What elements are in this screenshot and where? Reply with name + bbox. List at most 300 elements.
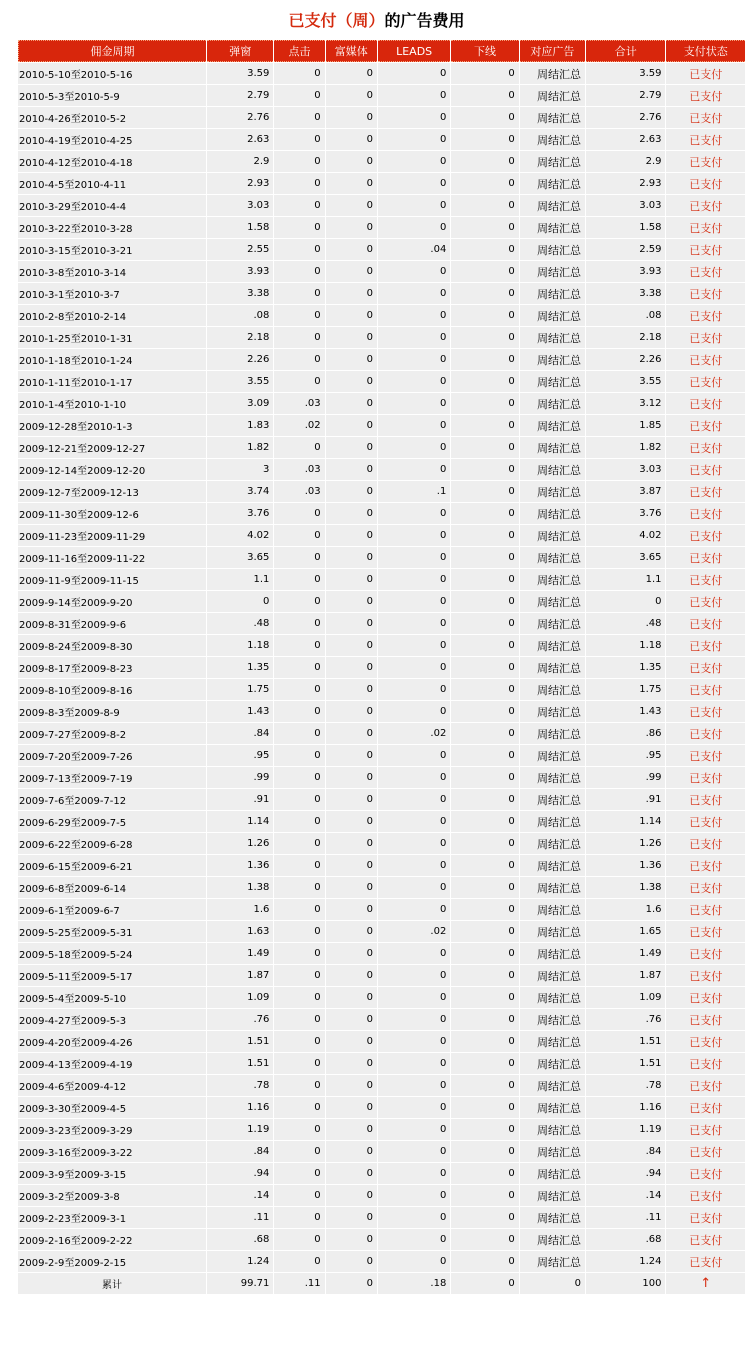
row-click: 0 [274,195,324,216]
row-click: 0 [274,811,324,832]
row-leads: 0 [378,811,450,832]
row-downline: 0 [451,921,518,942]
row-richmedia: 0 [326,305,377,326]
col-header-period: 佣金周期 [18,40,206,62]
row-leads: 0 [378,943,450,964]
row-period: 2009-2-16至2009-2-22 [18,1229,206,1250]
row-downline: 0 [451,393,518,414]
row-ad: 周结汇总 [520,1207,585,1228]
col-header-leads: LEADS [378,40,450,62]
row-total: 3.76 [586,503,665,524]
row-click: 0 [274,217,324,238]
table-row [18,635,745,656]
row-ad: 周结汇总 [520,371,585,392]
row-richmedia: 0 [326,591,377,612]
row-total: 1.14 [586,811,665,832]
row-downline: 0 [451,811,518,832]
row-downline: 0 [451,877,518,898]
totals-richmedia: 0 [326,1273,377,1294]
row-total: 1.24 [586,1251,665,1272]
table-body [18,63,745,1272]
row-total: 1.36 [586,855,665,876]
row-total: 2.93 [586,173,665,194]
row-status[interactable]: 已支付 [666,525,745,546]
table-row [18,1163,745,1184]
row-ad: 周结汇总 [520,1229,585,1250]
table-row [18,415,745,436]
row-downline: 0 [451,833,518,854]
row-status[interactable]: 已支付 [666,1163,745,1184]
row-status[interactable]: 已支付 [666,107,745,128]
row-status[interactable]: 已支付 [666,591,745,612]
row-popup: 3.93 [207,261,273,282]
row-popup: 0 [207,591,273,612]
row-period: 2010-2-8至2010-2-14 [18,305,206,326]
row-total: 2.63 [586,129,665,150]
row-total: 2.79 [586,85,665,106]
row-downline: 0 [451,789,518,810]
row-leads: 0 [378,415,450,436]
page-title-rest: 的广告费用 [384,11,465,30]
row-status[interactable]: 已支付 [666,63,745,84]
row-click: 0 [274,283,324,304]
row-status[interactable]: 已支付 [666,415,745,436]
row-click: 0 [274,63,324,84]
table-row [18,987,745,1008]
row-click: 0 [274,327,324,348]
row-period: 2009-5-18至2009-5-24 [18,943,206,964]
table-row [18,371,745,392]
row-popup: 2.63 [207,129,273,150]
row-status[interactable]: 已支付 [666,877,745,898]
row-status[interactable]: 已支付 [666,1229,745,1250]
row-leads: 0 [378,1009,450,1030]
row-leads: 0 [378,173,450,194]
row-downline: 0 [451,481,518,502]
row-period: 2009-11-9至2009-11-15 [18,569,206,590]
table-row [18,1053,745,1074]
row-click: 0 [274,503,324,524]
table-row [18,613,745,634]
table-row [18,789,745,810]
col-header-click: 点击 [274,40,324,62]
row-total: .94 [586,1163,665,1184]
row-richmedia: 0 [326,701,377,722]
row-status[interactable]: 已支付 [666,1119,745,1140]
row-total: 1.16 [586,1097,665,1118]
row-status[interactable]: 已支付 [666,217,745,238]
row-ad: 周结汇总 [520,965,585,986]
row-downline: 0 [451,657,518,678]
row-ad: 周结汇总 [520,107,585,128]
row-click: 0 [274,1031,324,1052]
row-leads: 0 [378,261,450,282]
row-click: 0 [274,107,324,128]
row-status[interactable]: 已支付 [666,173,745,194]
row-downline: 0 [451,965,518,986]
row-leads: 0 [378,745,450,766]
row-leads: 0 [378,349,450,370]
row-popup: 3 [207,459,273,480]
row-status[interactable]: 已支付 [666,943,745,964]
row-leads: 0 [378,767,450,788]
row-status[interactable]: 已支付 [666,701,745,722]
row-ad: 周结汇总 [520,415,585,436]
row-ad: 周结汇总 [520,195,585,216]
row-popup: 3.55 [207,371,273,392]
row-status[interactable]: 已支付 [666,635,745,656]
row-status[interactable]: 已支付 [666,1207,745,1228]
table-row [18,1141,745,1162]
table-row [18,1031,745,1052]
row-total: 1.82 [586,437,665,458]
table-row [18,1097,745,1118]
row-status[interactable]: 已支付 [666,393,745,414]
row-status[interactable]: 已支付 [666,899,745,920]
row-status[interactable]: 已支付 [666,921,745,942]
row-downline: 0 [451,195,518,216]
row-richmedia: 0 [326,415,377,436]
row-ad: 周结汇总 [520,1251,585,1272]
row-richmedia: 0 [326,393,377,414]
row-status[interactable]: 已支付 [666,1075,745,1096]
table-row [18,481,745,502]
row-status[interactable]: 已支付 [666,1251,745,1272]
row-click: 0 [274,151,324,172]
row-richmedia: 0 [326,987,377,1008]
row-status[interactable]: 已支付 [666,129,745,150]
row-click: 0 [274,173,324,194]
row-richmedia: 0 [326,371,377,392]
row-period: 2009-2-23至2009-3-1 [18,1207,206,1228]
row-ad: 周结汇总 [520,1185,585,1206]
row-click: 0 [274,855,324,876]
row-total: 1.58 [586,217,665,238]
row-period: 2009-12-28至2010-1-3 [18,415,206,436]
row-leads: 0 [378,437,450,458]
row-downline: 0 [451,327,518,348]
row-status[interactable]: 已支付 [666,195,745,216]
row-click: 0 [274,261,324,282]
row-click: 0 [274,701,324,722]
row-status[interactable]: 已支付 [666,481,745,502]
row-status[interactable]: 已支付 [666,679,745,700]
row-status[interactable]: 已支付 [666,569,745,590]
header-row [18,40,745,62]
row-period: 2010-3-1至2010-3-7 [18,283,206,304]
row-status[interactable]: 已支付 [666,459,745,480]
row-popup: .91 [207,789,273,810]
row-total: .48 [586,613,665,634]
row-popup: 3.09 [207,393,273,414]
row-total: 1.35 [586,657,665,678]
row-click: 0 [274,1185,324,1206]
row-status[interactable]: 已支付 [666,987,745,1008]
row-ad: 周结汇总 [520,767,585,788]
row-ad: 周结汇总 [520,129,585,150]
row-ad: 周结汇总 [520,283,585,304]
row-status[interactable]: 已支付 [666,1141,745,1162]
row-period: 2009-6-8至2009-6-14 [18,877,206,898]
row-ad: 周结汇总 [520,855,585,876]
row-total: .91 [586,789,665,810]
row-popup: 2.18 [207,327,273,348]
row-click: 0 [274,833,324,854]
row-downline: 0 [451,701,518,722]
row-downline: 0 [451,569,518,590]
row-status[interactable]: 已支付 [666,261,745,282]
row-total: 3.65 [586,547,665,568]
row-popup: .08 [207,305,273,326]
row-downline: 0 [451,635,518,656]
table-row [18,877,745,898]
row-popup: .84 [207,723,273,744]
row-period: 2009-7-6至2009-7-12 [18,789,206,810]
row-total: 1.65 [586,921,665,942]
row-status[interactable]: 已支付 [666,239,745,260]
row-ad: 周结汇总 [520,701,585,722]
row-richmedia: 0 [326,833,377,854]
row-downline: 0 [451,129,518,150]
table-row [18,1009,745,1030]
totals-row [18,1273,745,1294]
table-row [18,657,745,678]
col-header-status: 支付状态 [666,40,745,62]
row-status[interactable]: 已支付 [666,965,745,986]
page-title-paid: 已支付（周） [288,11,385,30]
table-row [18,283,745,304]
row-click: 0 [274,129,324,150]
table-row [18,437,745,458]
row-total: 2.26 [586,349,665,370]
back-to-top-arrow-icon[interactable]: ↑ [666,1273,745,1294]
row-status[interactable]: 已支付 [666,327,745,348]
row-leads: 0 [378,1031,450,1052]
row-popup: 1.36 [207,855,273,876]
table-row [18,525,745,546]
row-popup: 1.63 [207,921,273,942]
row-period: 2009-4-6至2009-4-12 [18,1075,206,1096]
row-period: 2009-6-22至2009-6-28 [18,833,206,854]
totals-leads: .18 [378,1273,450,1294]
row-downline: 0 [451,547,518,568]
row-popup: .76 [207,1009,273,1030]
table-row [18,349,745,370]
row-status[interactable]: 已支付 [666,151,745,172]
row-richmedia: 0 [326,525,377,546]
row-leads: 0 [378,393,450,414]
row-ad: 周结汇总 [520,173,585,194]
row-status[interactable]: 已支付 [666,723,745,744]
row-richmedia: 0 [326,1119,377,1140]
row-richmedia: 0 [326,437,377,458]
row-period: 2009-6-1至2009-6-7 [18,899,206,920]
row-period: 2010-1-11至2010-1-17 [18,371,206,392]
row-popup: 1.24 [207,1251,273,1272]
row-ad: 周结汇总 [520,679,585,700]
row-period: 2009-2-9至2009-2-15 [18,1251,206,1272]
row-click: 0 [274,657,324,678]
row-popup: .68 [207,1229,273,1250]
row-click: 0 [274,239,324,260]
row-total: .84 [586,1141,665,1162]
row-period: 2009-7-13至2009-7-19 [18,767,206,788]
row-popup: 1.83 [207,415,273,436]
table-row [18,943,745,964]
row-period: 2009-9-14至2009-9-20 [18,591,206,612]
row-status[interactable]: 已支付 [666,283,745,304]
row-total: 1.26 [586,833,665,854]
row-ad: 周结汇总 [520,987,585,1008]
row-period: 2009-4-13至2009-4-19 [18,1053,206,1074]
row-status[interactable]: 已支付 [666,503,745,524]
row-ad: 周结汇总 [520,327,585,348]
row-click: 0 [274,1053,324,1074]
row-status[interactable]: 已支付 [666,1185,745,1206]
row-status[interactable]: 已支付 [666,767,745,788]
row-popup: 3.03 [207,195,273,216]
row-ad: 周结汇总 [520,1053,585,1074]
row-richmedia: 0 [326,811,377,832]
row-downline: 0 [451,613,518,634]
row-period: 2009-3-23至2009-3-29 [18,1119,206,1140]
row-total: .14 [586,1185,665,1206]
row-richmedia: 0 [326,767,377,788]
row-richmedia: 0 [326,107,377,128]
row-popup: 2.93 [207,173,273,194]
row-status[interactable]: 已支付 [666,1097,745,1118]
row-downline: 0 [451,1229,518,1250]
row-period: 2009-6-15至2009-6-21 [18,855,206,876]
row-popup: .48 [207,613,273,634]
row-leads: 0 [378,613,450,634]
table-row [18,239,745,260]
row-popup: .99 [207,767,273,788]
row-richmedia: 0 [326,613,377,634]
row-leads: 0 [378,327,450,348]
row-ad: 周结汇总 [520,217,585,238]
row-click: 0 [274,965,324,986]
row-popup: .94 [207,1163,273,1184]
row-total: 2.59 [586,239,665,260]
row-status[interactable]: 已支付 [666,1031,745,1052]
row-total: 3.93 [586,261,665,282]
row-status[interactable]: 已支付 [666,613,745,634]
row-richmedia: 0 [326,1097,377,1118]
row-status[interactable]: 已支付 [666,811,745,832]
row-period: 2010-3-8至2010-3-14 [18,261,206,282]
row-downline: 0 [451,591,518,612]
row-popup: 1.51 [207,1031,273,1052]
row-richmedia: 0 [326,63,377,84]
row-popup: 2.76 [207,107,273,128]
row-downline: 0 [451,943,518,964]
row-ad: 周结汇总 [520,811,585,832]
row-status[interactable]: 已支付 [666,371,745,392]
row-downline: 0 [451,1141,518,1162]
row-popup: 1.6 [207,899,273,920]
row-ad: 周结汇总 [520,393,585,414]
row-status[interactable]: 已支付 [666,789,745,810]
row-click: 0 [274,1207,324,1228]
row-status[interactable]: 已支付 [666,437,745,458]
row-status[interactable]: 已支付 [666,855,745,876]
row-period: 2010-1-18至2010-1-24 [18,349,206,370]
row-period: 2010-3-22至2010-3-28 [18,217,206,238]
row-status[interactable]: 已支付 [666,1053,745,1074]
row-total: 1.85 [586,415,665,436]
row-ad: 周结汇总 [520,1141,585,1162]
row-period: 2009-7-27至2009-8-2 [18,723,206,744]
row-richmedia: 0 [326,547,377,568]
row-click: .02 [274,415,324,436]
totals-label: 累计 [18,1273,206,1294]
table-row [18,723,745,744]
row-period: 2010-1-4至2010-1-10 [18,393,206,414]
row-click: 0 [274,921,324,942]
row-click: 0 [274,1251,324,1272]
row-ad: 周结汇总 [520,305,585,326]
row-period: 2009-8-3至2009-8-9 [18,701,206,722]
row-richmedia: 0 [326,745,377,766]
row-status[interactable]: 已支付 [666,1009,745,1030]
row-status[interactable]: 已支付 [666,833,745,854]
row-leads: 0 [378,833,450,854]
table-row [18,855,745,876]
row-click: 0 [274,679,324,700]
row-click: 0 [274,767,324,788]
row-click: .03 [274,459,324,480]
row-period: 2009-8-31至2009-9-6 [18,613,206,634]
table-row [18,459,745,480]
row-downline: 0 [451,899,518,920]
row-downline: 0 [451,107,518,128]
row-downline: 0 [451,173,518,194]
row-status[interactable]: 已支付 [666,657,745,678]
row-status[interactable]: 已支付 [666,745,745,766]
row-total: 1.43 [586,701,665,722]
row-downline: 0 [451,1097,518,1118]
row-popup: 1.49 [207,943,273,964]
row-click: 0 [274,745,324,766]
row-status[interactable]: 已支付 [666,85,745,106]
row-popup: 1.16 [207,1097,273,1118]
row-downline: 0 [451,723,518,744]
row-status[interactable]: 已支付 [666,547,745,568]
row-total: .99 [586,767,665,788]
row-leads: 0 [378,1185,450,1206]
table-row [18,1207,745,1228]
row-click: .03 [274,481,324,502]
row-popup: 2.55 [207,239,273,260]
row-click: 0 [274,723,324,744]
row-status[interactable]: 已支付 [666,305,745,326]
totals-click: .11 [274,1273,324,1294]
table-row [18,217,745,238]
row-total: .68 [586,1229,665,1250]
row-ad: 周结汇总 [520,437,585,458]
row-status[interactable]: 已支付 [666,349,745,370]
row-click: 0 [274,305,324,326]
row-downline: 0 [451,85,518,106]
table-header [18,40,745,62]
row-popup: 2.79 [207,85,273,106]
row-ad: 周结汇总 [520,833,585,854]
col-header-downline: 下线 [451,40,518,62]
row-popup: .95 [207,745,273,766]
row-downline: 0 [451,305,518,326]
row-leads: 0 [378,195,450,216]
